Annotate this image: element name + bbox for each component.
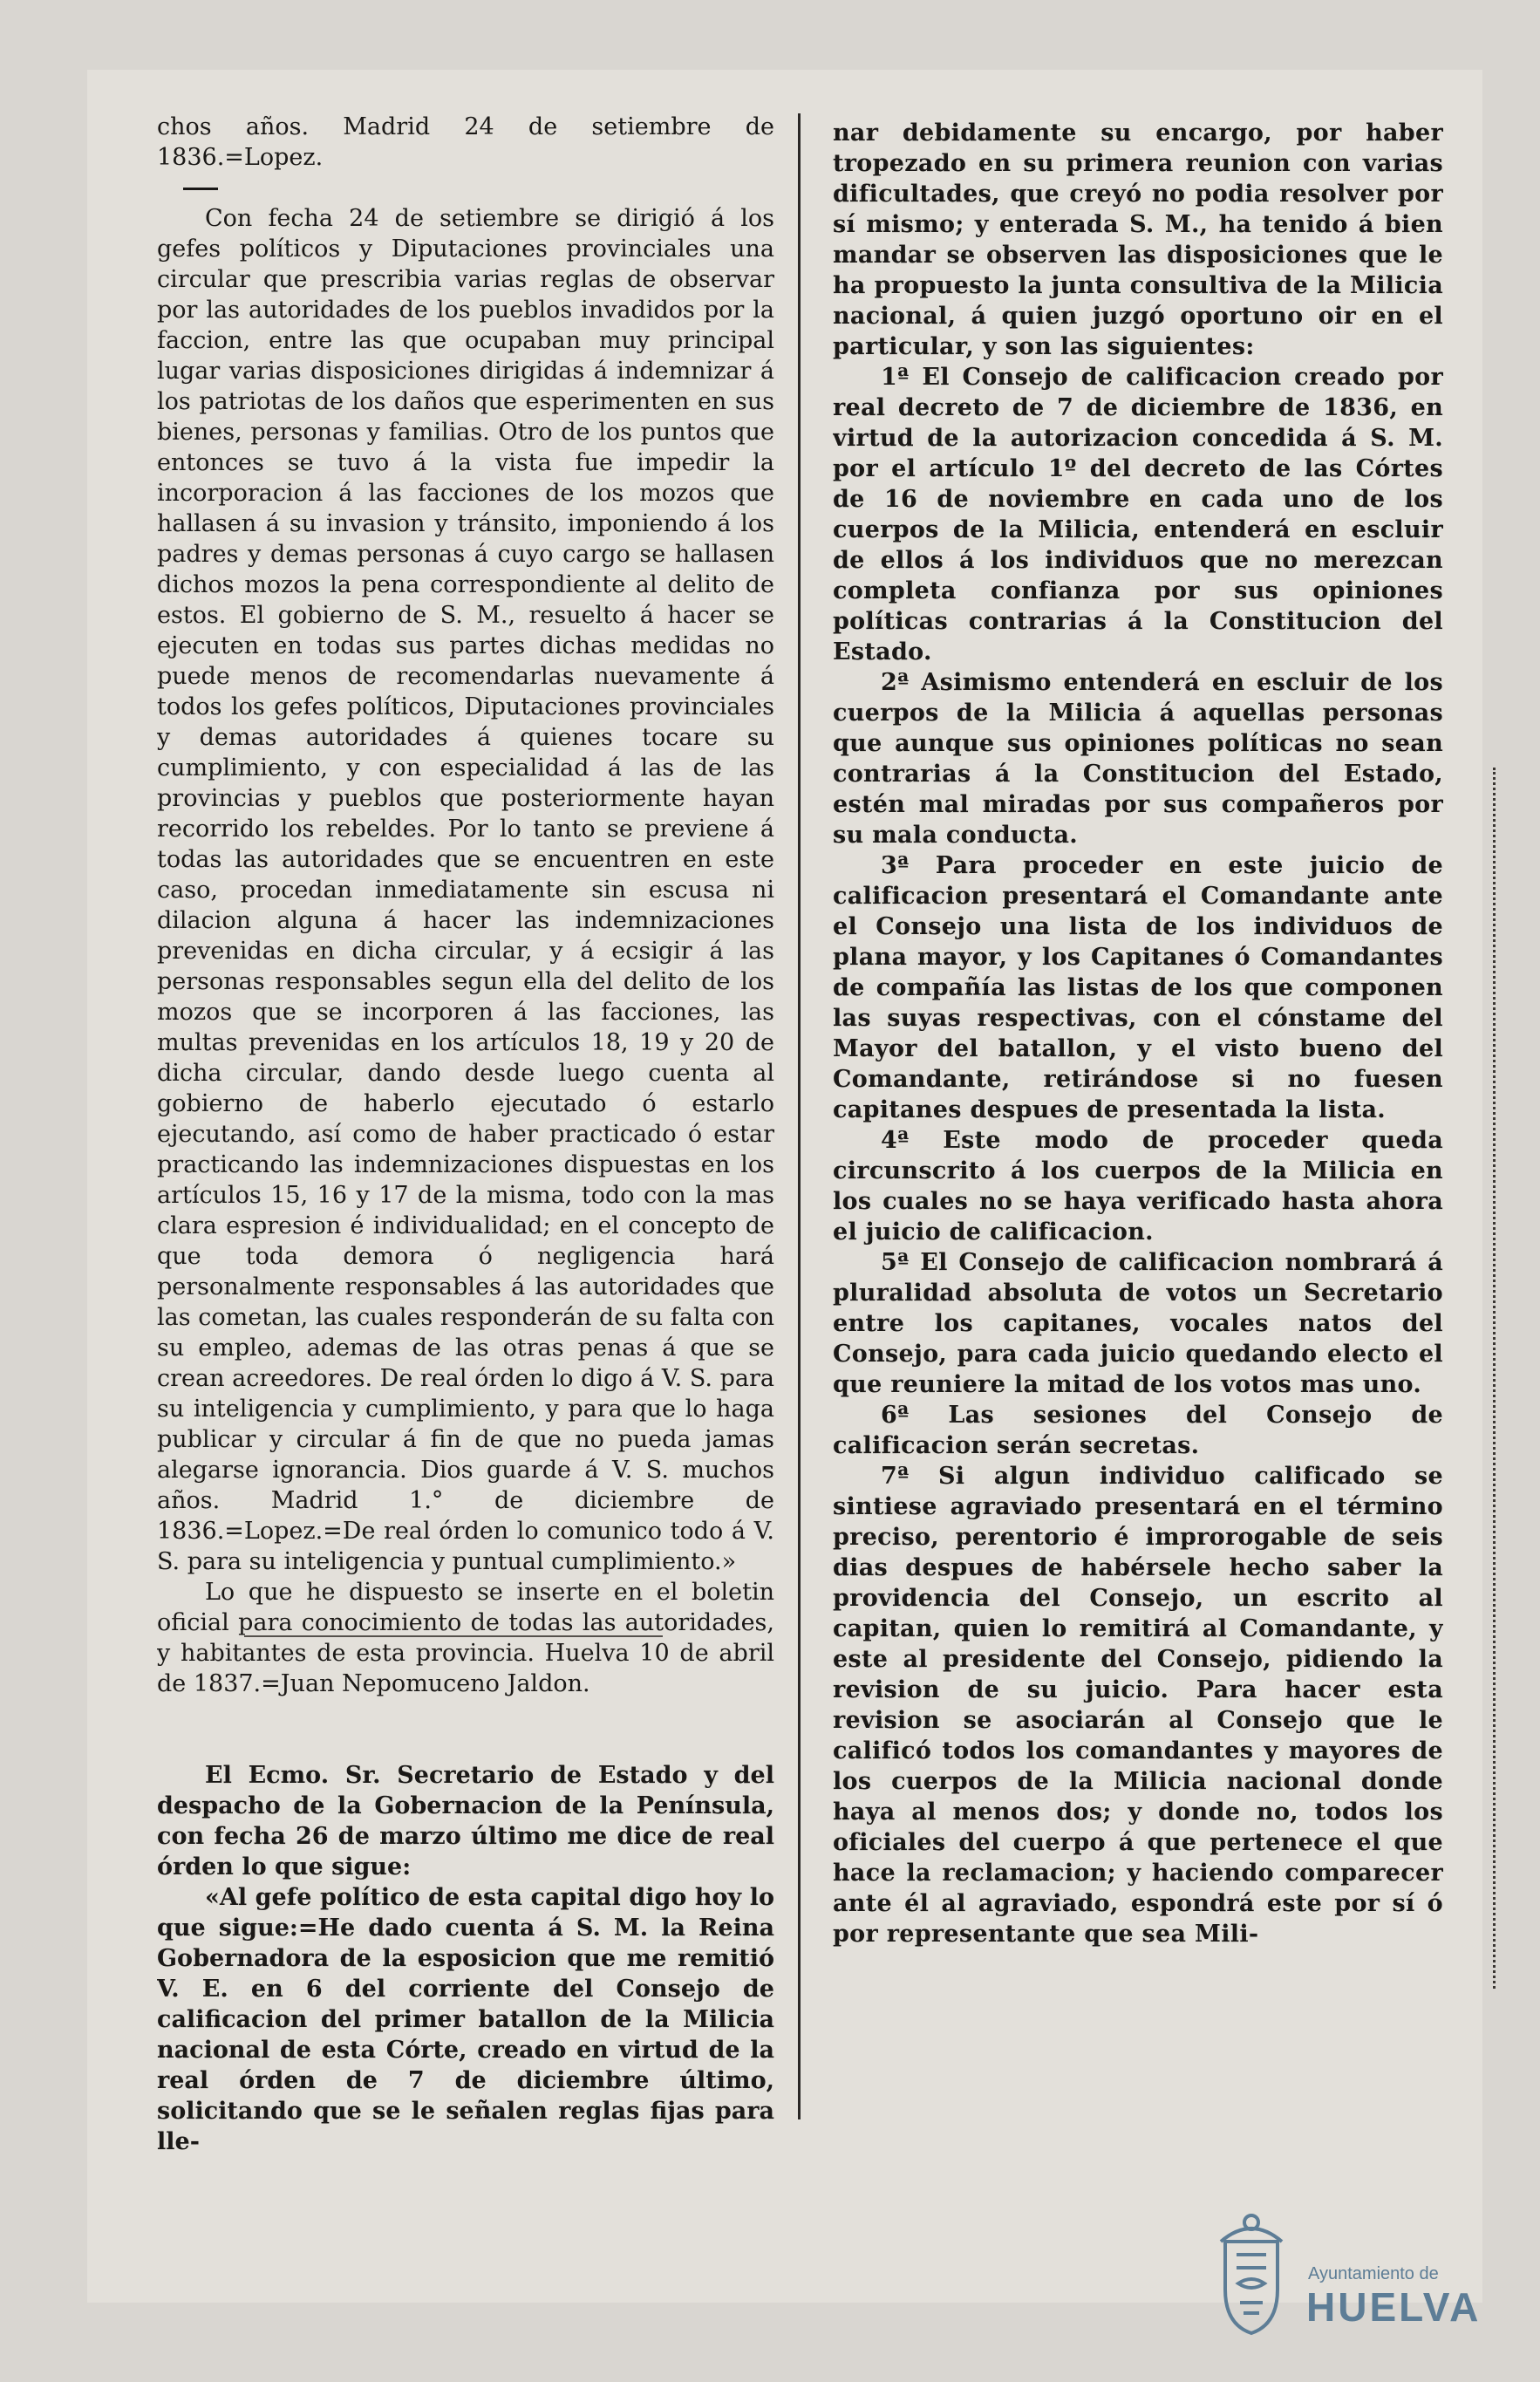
article-4: 4ª Este modo de proceder queda circunscrito á los cuerpos de la Milicia en los cuales no se haya verificado hasta ahora el juicio de calificacion. [833,1127,1443,1246]
article-2: 2ª Asimismo entenderá en escluir de los cuerpos de la Milicia á aquellas personas que aunque sus opiniones políticas no sean contrarias á la Constitucion del Estado, estén mal miradas por sus compañeros por su mala conducta. [833,669,1443,849]
watermark-small-text: Ayuntamiento de [1308,2264,1439,2283]
section-dash [157,173,774,203]
crest-icon [1203,2207,1299,2338]
article-7: 7ª Si algun individuo calificado se sintiese agraviado presentará en el término preciso, perentorio é improrogable de seis dias despues de habérsele hecho saber la providencia del Consejo, un escrito al capitan, quien lo remitirá al Comandante, y este al presidente del Consejo, pidiendo la revision de su juicio. Para hacer esta revision se asociarán al Consejo que le calificó todos los comandantes y mayores de los cuerpos de la Milicia nacional donde haya al menos dos; y donde no, todos los oficiales del cuerpo á que pertenece el que hace la reclamacion; y haciendo comparecer ante él al agraviado, espondrá este por sí ó por representante que sea Mili- [833,1463,1443,1948]
article-5: 5ª El Consejo de calificacion nombrará á pluralidad absoluta de votos un Secretario entre los capitanes, vocales natos del Consejo, para cada juicio quedando electo el que reuniere la mitad de los votos mas uno. [833,1249,1443,1398]
right-column [833,118,1443,1949]
watermark-big-text: HUELVA [1306,2284,1482,2330]
article-1: 1ª El Consejo de calificacion creado por real decreto de 7 de diciembre de 1836, en virtud de la autorizacion concedida á S. M. por el artículo 1º del decreto de las Córtes de 16 de noviembre en cada uno de los cuerpos de la Milicia, entenderá en escluir de ellos á los individuos que no merezcan completa confianza por sus opiniones políticas contrarias á la Constitucion del Estado. [833,364,1443,665]
section-divider [244,1635,663,1637]
column-divider [798,113,801,2119]
paragraph-huelva-notice: Lo que he dispuesto se inserte en el boletin oficial para conocimiento de todas las autoridades, y habitantes de esta provincia. Huelva 10 de abril de 1837.=Juan Nepomuceno Jaldon. [157,1579,774,1697]
paragraph-secretario-heading: El Ecmo. Sr. Secretario de Estado y del despacho de la Gobernacion de la Península, con fecha 26 de marzo último me dice de real órden lo que sigue: [157,1762,774,1880]
ayuntamiento-watermark [1203,2207,1482,2346]
page-edge-bleed [1493,768,1504,1989]
paragraph-circular: Con fecha 24 de setiembre se dirigió á los gefes políticos y Diputaciones provinciales una circular que prescribia varias reglas de observar por las autoridades de los pueblos invadidos por la faccion, entre las que ocupaban muy principal lugar varias disposiciones dirigidas á indemnizar á los patriotas de los daños que esperimenten en sus bienes, personas y familias. Otro de los puntos que entonces se tuvo á la vista fue impedir la incorporacion á las facciones de los mozos que hallasen á su invasion y tránsito, imponiendo á los padres y demas personas á cuyo cargo se hallasen dichos mozos la pena correspondiente al delito de estos. El gobierno de S. M., resuelto á hacer se ejecuten en todas sus partes dichas medidas no puede menos de recomendarlas nuevamente á todos los gefes políticos, Diputaciones provinciales y demas autoridades á quienes tocare su cumplimiento, y con especialidad á las de las provincias y pueblos que posteriormente hayan recorrido los rebeldes. Por lo tanto se previene á todas las autoridades que se encuentren en este caso, procedan inmediatamente sin escusa ni dilacion alguna á hacer las indemnizaciones prevenidas en dicha circular, y á ecsigir á las personas responsables segun ella del delito de los mozos que se incorporen á las facciones, las multas prevenidas en los artículos 18, 19 y 20 de dicha circular, dando desde luego cuenta al gobierno de haberlo ejecutado ó estarlo ejecutando, así como de haber practicado ó estar practicando las indemnizaciones dispuestas en los artículos 15, 16 y 17 de la misma, todo con la mas clara espresion é individualidad; en el concepto de que toda demora ó negligencia hará personalmente responsables á las autoridades que las cometan, las cuales responderán de su falta con su empleo, ademas de las otras penas á que se crean acreedores. De real órden lo digo á V. S. para su inteligencia y cumplimiento, y para que lo haga publicar y circular á fin de que no pueda jamas alegarse ignorancia. Dios guarde á V. S. muchos años. Madrid 1.° de diciembre de 1836.=Lopez.=De real órden lo comunico todo á V. S. para su inteligencia y puntual cumplimiento.» [157,205,774,1575]
article-3: 3ª Para proceder en este juicio de calificacion presentará el Comandante ante el Consejo una lista de los individuos de plana mayor, y los Capitanes ó Comandantes de compañía las listas de los que componen las suyas respectivas, con el cónstame del Mayor del batallon, y el visto bueno del Comandante, retirándose si no fuesen capitanes despues de presentada la lista. [833,852,1443,1123]
paragraph-opening: chos años. Madrid 24 de setiembre de 1836.=Lopez. [157,113,774,171]
paragraph-continuation: nar debidamente su encargo, por haber tropezado en su primera reunion con varias dificultades, que creyó no podia resolver por sí mismo; y enterada S. M., ha tenido á bien mandar se observen las disposiciones que le ha propuesto la junta consultiva de la Milicia nacional, á quien juzgó oportuno oir en el particular, y son las siguientes: [833,119,1443,360]
article-6: 6ª Las sesiones del Consejo de calificacion serán secretas. [833,1402,1443,1459]
section-gap [157,1699,774,1760]
left-column [157,112,774,2157]
paragraph-gefe-politico: «Al gefe político de esta capital digo hoy lo que sigue:=He dado cuenta á S. M. la Reina Gobernadora de la esposicion que me remitió V. E. en 6 del corriente del Consejo de calificacion del primer batallon de la Milicia nacional de esta Córte, creado en virtud de la real órden de 7 de diciembre último, solicitando que se le señalen reglas fijas para lle- [157,1884,774,2155]
